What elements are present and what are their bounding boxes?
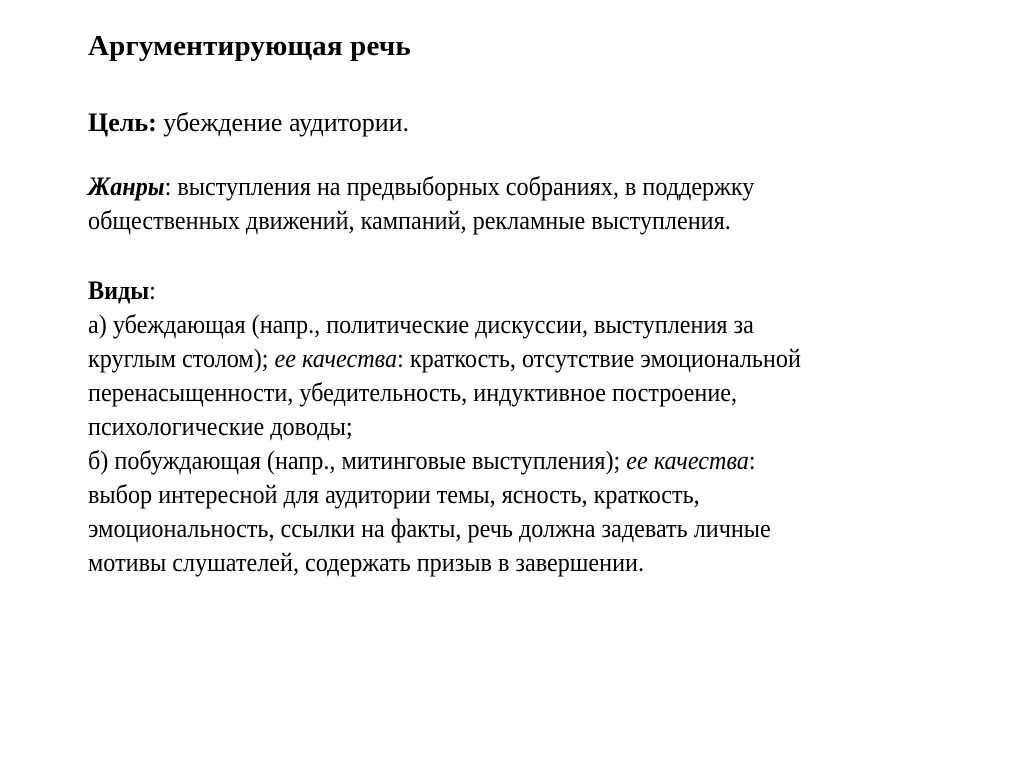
genres-label: Жанры	[88, 172, 165, 201]
types-heading	[88, 276, 156, 306]
type-b-line-4: мотивы слушателей, содержать призыв в завершении.	[88, 548, 645, 577]
type-a-line-2	[88, 344, 801, 374]
goal-line	[88, 108, 409, 138]
type-a-line-3: перенасыщенности, убедительность, индуктивное построение,	[88, 378, 738, 407]
types-colon: :	[149, 276, 156, 305]
type-b-colon: :	[748, 446, 756, 475]
genres-line-1	[88, 172, 754, 202]
goal-label: Цель:	[88, 108, 157, 137]
goal-text: убеждение аудитории.	[156, 108, 410, 137]
slide-title: Аргументирующая речь	[88, 30, 411, 62]
genres-line-2: общественных движений, кампаний, рекламные выступления.	[88, 206, 731, 235]
type-a-line-4: психологические доводы;	[88, 412, 353, 441]
type-b-line-2: выбор интересной для аудитории темы, ясность, краткость,	[88, 480, 700, 509]
type-a-text: круглым столом);	[88, 344, 275, 373]
types-label: Виды	[88, 276, 150, 305]
type-b-qualities-label: ее качества	[626, 446, 749, 475]
type-a-qualities: : краткость, отсутствие эмоциональной	[397, 344, 801, 373]
type-b-line-3: эмоциональность, ссылки на факты, речь должна задевать личные	[88, 514, 771, 543]
type-a-line-1: а) убеждающая (напр., политические дискуссии, выступления за	[88, 310, 754, 339]
type-a-qualities-label: ее качества	[274, 344, 398, 373]
type-b-line-1	[88, 446, 756, 476]
genres-text-1: : выступления на предвыборных собраниях, в поддержку	[164, 172, 755, 201]
type-b-text: б) побуждающая (напр., митинговые выступления);	[88, 446, 627, 475]
